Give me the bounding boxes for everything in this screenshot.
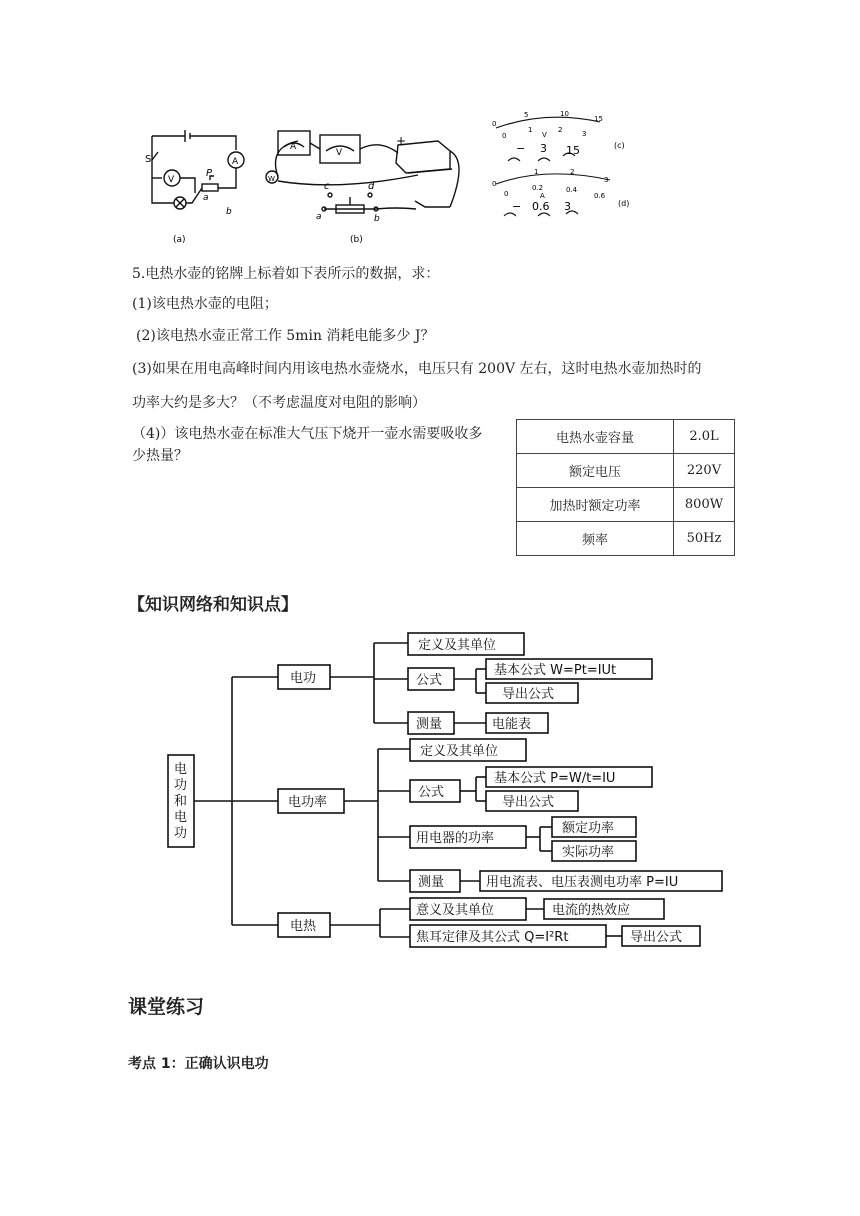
fig-d-term-06: 0.6 bbox=[532, 200, 550, 213]
question-part-4-line1: （4)）该电热水壶在标准大气压下烧开一壶水需要吸收多 bbox=[132, 426, 483, 442]
mindmap-power: 电功率 bbox=[288, 795, 328, 810]
fig-b-ammeter-label: A bbox=[290, 142, 297, 152]
fig-d-bot-3: 0.6 bbox=[594, 192, 606, 200]
fig-d-term-3: 3 bbox=[564, 200, 571, 213]
fig-c-top-1: 5 bbox=[524, 111, 529, 119]
fig-d-term-neg: − bbox=[512, 200, 522, 213]
mindmap-power-derived: 导出公式 bbox=[502, 795, 555, 810]
mindmap-work-derived: 导出公式 bbox=[502, 687, 555, 702]
table-row bbox=[517, 454, 735, 488]
fig-b-c-label: c bbox=[324, 181, 330, 192]
question-part-2: (2)该电热水壶正常工作 5min 消耗电能多少 J？ bbox=[136, 328, 435, 344]
practice-title: 课堂练习 bbox=[128, 996, 205, 1018]
fig-c-top-3: 15 bbox=[594, 115, 603, 123]
question-part-4-line2: 少热量？ bbox=[132, 448, 188, 464]
fig-c-top-2: 10 bbox=[560, 110, 569, 118]
mindmap-heat: 电热 bbox=[290, 919, 317, 934]
fig-c-bot-3: 3 bbox=[582, 130, 587, 138]
question-part-3-line1: (3)如果在用电高峰时间内用该电热水壶烧水，电压只有 200V 左右，这时电热水壶加热时的 bbox=[132, 361, 702, 377]
mindmap-work-meter: 电能表 bbox=[492, 717, 532, 732]
fig-b-ra-label: a bbox=[316, 212, 322, 222]
fig-c-bot-2: 2 bbox=[558, 126, 563, 134]
fig-d-caption: (d) bbox=[618, 199, 630, 208]
question-title: 5.电热水壶的铭牌上标着如下表所示的数据，求： bbox=[132, 266, 440, 282]
fig-c-term-neg: − bbox=[516, 142, 526, 155]
mindmap-power-rated: 额定功率 bbox=[562, 821, 615, 836]
mindmap-work-formula: 公式 bbox=[416, 673, 443, 688]
fig-b-caption: (b) bbox=[350, 235, 363, 245]
fig-a-a-label: A bbox=[232, 157, 239, 167]
fig-c-bot-1: 1 bbox=[528, 126, 533, 134]
fig-c-top-0: 0 bbox=[492, 120, 497, 128]
mindmap-power-def: 定义及其单位 bbox=[420, 744, 499, 759]
fig-a-rb-label: b bbox=[226, 207, 232, 217]
fig-c-unit: V bbox=[542, 131, 547, 139]
spec-key: 频率 bbox=[517, 522, 674, 556]
fig-a-s-label: S bbox=[145, 154, 152, 165]
mindmap-work-def: 定义及其单位 bbox=[418, 638, 497, 653]
fig-d-top-1: 1 bbox=[534, 168, 539, 176]
fig-d-bot-2: 0.4 bbox=[566, 186, 578, 194]
fig-b-voltmeter-label: V bbox=[336, 148, 343, 158]
mindmap-heat-joule: 焦耳定律及其公式 Q=I²Rt bbox=[416, 930, 569, 945]
fig-d-top-3: 3 bbox=[604, 176, 609, 184]
mindmap-power-measure-method: 用电流表、电压表测电功率 P=IU bbox=[486, 875, 679, 890]
spec-key: 额定电压 bbox=[517, 454, 674, 488]
question-part-3-line2: 功率大约是多大？（不考虑温度对电阻的影响） bbox=[132, 395, 426, 411]
section-title: 【知识网络和知识点】 bbox=[128, 595, 298, 615]
mindmap-power-measure: 测量 bbox=[418, 875, 445, 890]
kaodian-1: 考点 1：正确认识电功 bbox=[128, 1056, 269, 1072]
question-part-1: (1)该电热水壶的电阻； bbox=[132, 296, 278, 312]
mindmap-work-measure: 测量 bbox=[416, 717, 443, 732]
fig-c-term-3: 3 bbox=[540, 142, 547, 155]
mindmap-heat-effect: 电流的热效应 bbox=[552, 903, 631, 918]
fig-d-unit: A bbox=[540, 192, 545, 200]
table-row bbox=[517, 420, 735, 454]
table-row bbox=[517, 488, 735, 522]
spec-value: 2.0L bbox=[674, 420, 735, 454]
fig-b-d-label: d bbox=[368, 181, 375, 192]
spec-key: 加热时额定功率 bbox=[517, 488, 674, 522]
fig-a-v-label: V bbox=[168, 175, 175, 185]
spec-value: 220V bbox=[674, 454, 735, 488]
fig-c-bot-0: 0 bbox=[502, 132, 507, 140]
fig-b-w-label: W bbox=[268, 175, 275, 183]
table-row bbox=[517, 522, 735, 556]
mindmap-power-basic: 基本公式 P=W/t=IU bbox=[494, 771, 616, 786]
fig-d-bot-1: 0.2 bbox=[532, 184, 544, 192]
fig-b-rb-label: b bbox=[374, 214, 380, 224]
knowledge-mindmap bbox=[160, 625, 740, 960]
mindmap-work: 电功 bbox=[290, 671, 317, 686]
figure-cd-meters bbox=[488, 106, 638, 246]
mindmap-power-formula: 公式 bbox=[418, 785, 445, 800]
spec-value: 800W bbox=[674, 488, 735, 522]
mindmap-heat-meaning: 意义及其单位 bbox=[416, 903, 495, 918]
spec-key: 电热水壶容量 bbox=[517, 420, 674, 454]
fig-c-term-15: 15 bbox=[566, 144, 580, 157]
mindmap-root-text: 电 功 和 电 功 bbox=[174, 762, 188, 841]
figure-b-wiring bbox=[258, 125, 468, 250]
mindmap-heat-derived: 导出公式 bbox=[630, 930, 683, 945]
mindmap-power-appliance: 用电器的功率 bbox=[416, 831, 495, 846]
spec-table bbox=[516, 419, 735, 556]
spec-value: 50Hz bbox=[674, 522, 735, 556]
mindmap-work-basic: 基本公式 W=Pt=IUt bbox=[494, 663, 617, 678]
fig-a-ra-label: a bbox=[203, 193, 209, 203]
fig-d-bot-0: 0 bbox=[504, 190, 509, 198]
fig-a-p-label: P bbox=[206, 168, 213, 179]
figure-a-circuit bbox=[140, 128, 250, 248]
fig-c-caption: (c) bbox=[614, 141, 625, 150]
fig-a-caption: (a) bbox=[173, 235, 186, 245]
fig-b-plus-label: + bbox=[396, 134, 407, 148]
mindmap-power-actual: 实际功率 bbox=[562, 845, 615, 860]
fig-d-top-2: 2 bbox=[570, 168, 575, 176]
fig-d-top-0: 0 bbox=[492, 180, 497, 188]
